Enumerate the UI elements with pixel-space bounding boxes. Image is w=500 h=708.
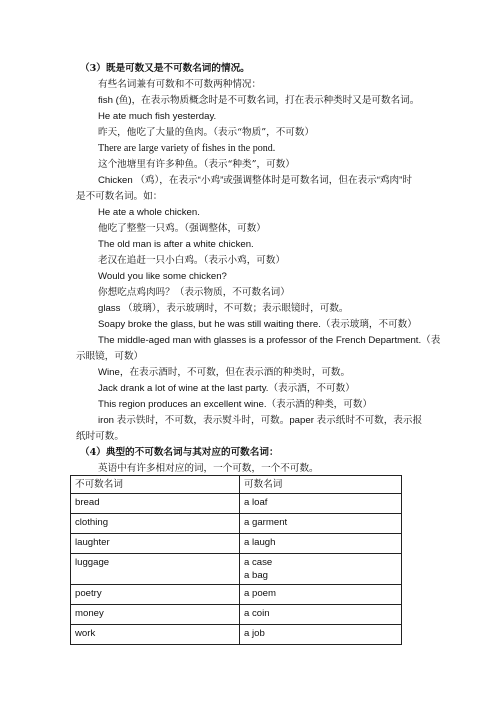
example-sentence: There are large variety of fishes in the pond. — [98, 143, 276, 154]
countable-cell: a poem — [240, 585, 402, 605]
countable-cell: a job — [240, 625, 402, 645]
uncountable-cell: money — [71, 605, 240, 625]
uncountable-cell: luggage — [71, 554, 240, 585]
example-sentence: Jack drank a lot of wine at the last party.（表示酒，不可数） — [98, 383, 355, 394]
text-line: 是不可数名词。如： — [76, 191, 163, 202]
countable-cell: a loaf — [240, 494, 402, 514]
section-4-intro: 英语中有许多相对应的词，一个可数，一个不可数。 — [98, 463, 319, 474]
table-row — [71, 534, 402, 554]
section-3-intro: 有些名词兼有可数和不可数两种情况： — [98, 79, 262, 90]
table-row — [71, 494, 402, 514]
text-line: Wine，在表示酒时，不可数，但在表示酒的种类时，可数。 — [98, 367, 351, 378]
countable-item: a case — [244, 557, 273, 568]
example-sentence: The old man is after a white chicken. — [98, 239, 254, 250]
table-row — [71, 585, 402, 605]
table-header-row — [71, 476, 402, 494]
header-uncountable: 不可数名词 — [71, 476, 240, 494]
text-line: glass （玻璃），表示玻璃时，不可数；表示眼镜时，可数。 — [98, 303, 349, 314]
translation-line: 昨天，他吃了大量的鱼肉。（表示“物质”，不可数） — [98, 127, 315, 138]
uncountable-cell: work — [71, 625, 240, 645]
section-3-heading: （3）既是可数又是不可数名词的情况。 — [80, 63, 250, 74]
example-sentence: This region produces an excellent wine.（表示酒的种类，可数） — [98, 399, 373, 410]
uncountable-cell: poetry — [71, 585, 240, 605]
header-countable: 可数名词 — [240, 476, 402, 494]
text-line: Chicken （鸡），在表示“小鸡”或强调整体时是可数名词，但在表示“鸡肉”时 — [98, 175, 412, 186]
text-line: iron 表示铁时，不可数，表示熨斗时，可数。paper 表示纸时不可数，表示报 — [98, 415, 423, 426]
example-sentence: He ate a whole chicken. — [98, 207, 200, 218]
text-line: fish (鱼)，在表示物质概念时是不可数名词，打在表示种类时又是可数名词。 — [98, 95, 420, 106]
uncountable-cell: clothing — [71, 514, 240, 534]
countable-cell: a laugh — [240, 534, 402, 554]
table-row — [71, 625, 402, 645]
table-row — [71, 605, 402, 625]
countable-cell — [240, 554, 402, 585]
table-row — [71, 554, 402, 585]
table-row — [71, 514, 402, 534]
example-sentence: He ate much fish yesterday. — [98, 111, 217, 122]
uncountable-cell: laughter — [71, 534, 240, 554]
translation-line: 他吃了整整一只鸡。（强调整体，可数） — [98, 223, 266, 234]
section-4-heading: （4）典型的不可数名词与其对应的可数名词： — [80, 447, 279, 458]
translation-line: 老汉在追赶一只小白鸡。（表示小鸡，可数） — [98, 255, 286, 266]
example-sentence: The middle-aged man with glasses is a professor of the French Department.（表 — [98, 335, 441, 346]
uncountable-cell: bread — [71, 494, 240, 514]
example-sentence: Soapy broke the glass, but he was still waiting there.（表示玻璃，不可数） — [98, 319, 417, 330]
countable-cell: a coin — [240, 605, 402, 625]
countable-cell: a garment — [240, 514, 402, 534]
noun-pairs-table — [70, 475, 402, 645]
text-line: 纸时可数。 — [76, 431, 124, 442]
text-line: 示眼镜，可数） — [76, 351, 144, 362]
translation-line: 你想吃点鸡肉吗？（表示物质，不可数名词） — [98, 287, 290, 298]
countable-item: a bag — [244, 570, 269, 581]
translation-line: 这个池塘里有许多种鱼。（表示“种类”，可数） — [98, 159, 295, 170]
example-sentence: Would you like some chicken? — [98, 271, 227, 282]
